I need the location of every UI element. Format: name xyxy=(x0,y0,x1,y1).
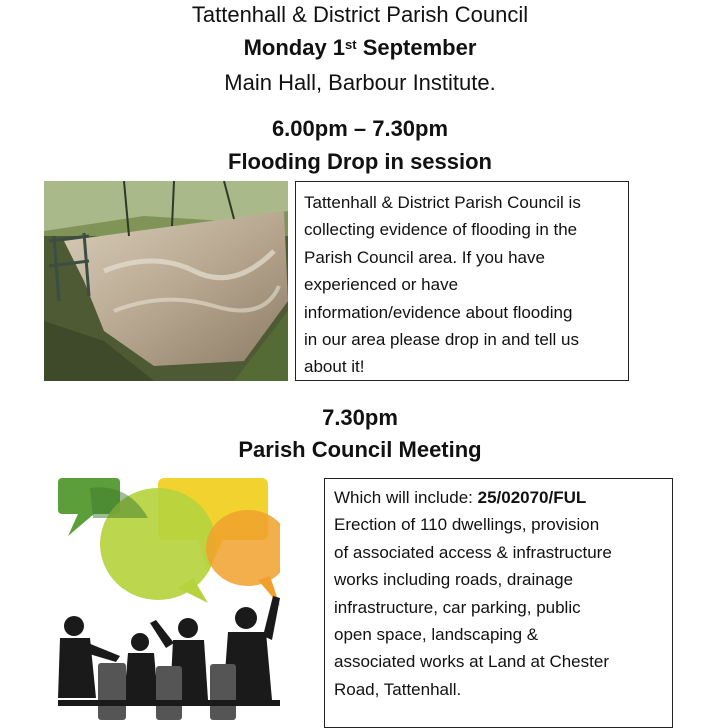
text-line: infrastructure, car parking, public xyxy=(334,597,581,617)
meeting-time: 7.30pm xyxy=(322,405,398,430)
text-line: about it! xyxy=(304,357,365,377)
text-line: Tattenhall & District Parish Council is xyxy=(304,193,581,212)
agenda-intro: Which will include: 25/02070/FUL xyxy=(334,488,587,507)
text-line: works including roads, drainage xyxy=(334,570,574,590)
text-line: Parish Council area. If you have xyxy=(304,247,545,267)
flooding-description xyxy=(295,181,629,381)
venue: Main Hall, Barbour Institute. xyxy=(224,70,496,95)
flooding-photo xyxy=(44,181,288,381)
text-line: Erection of 110 dwellings, provision xyxy=(334,515,600,535)
flooding-time: 6.00pm – 7.30pm xyxy=(271,116,449,141)
planning-reference: 25/02070/FUL xyxy=(477,488,587,507)
text-line: experienced or have xyxy=(304,275,459,295)
text-line: Road, Tattenhall. xyxy=(334,679,462,699)
text-line: open space, landscaping & xyxy=(334,625,539,645)
text-line: associated works at Land at Chester xyxy=(334,652,609,672)
text-line: information/evidence about flooding xyxy=(304,302,573,322)
date-ordinal: st xyxy=(345,37,357,52)
event-date: Monday 1st September xyxy=(243,35,477,60)
meeting-title: Parish Council Meeting xyxy=(238,437,482,462)
council-name: Tattenhall & District Parish Council xyxy=(191,2,529,27)
meeting-agenda xyxy=(324,478,673,728)
text-line: in our area please drop in and tell us xyxy=(304,330,580,350)
text-line: of associated access & infrastructure xyxy=(334,542,612,562)
meeting-illustration xyxy=(58,478,280,720)
flooding-title: Flooding Drop in session xyxy=(228,149,492,174)
text-line: collecting evidence of flooding in the xyxy=(304,220,578,240)
